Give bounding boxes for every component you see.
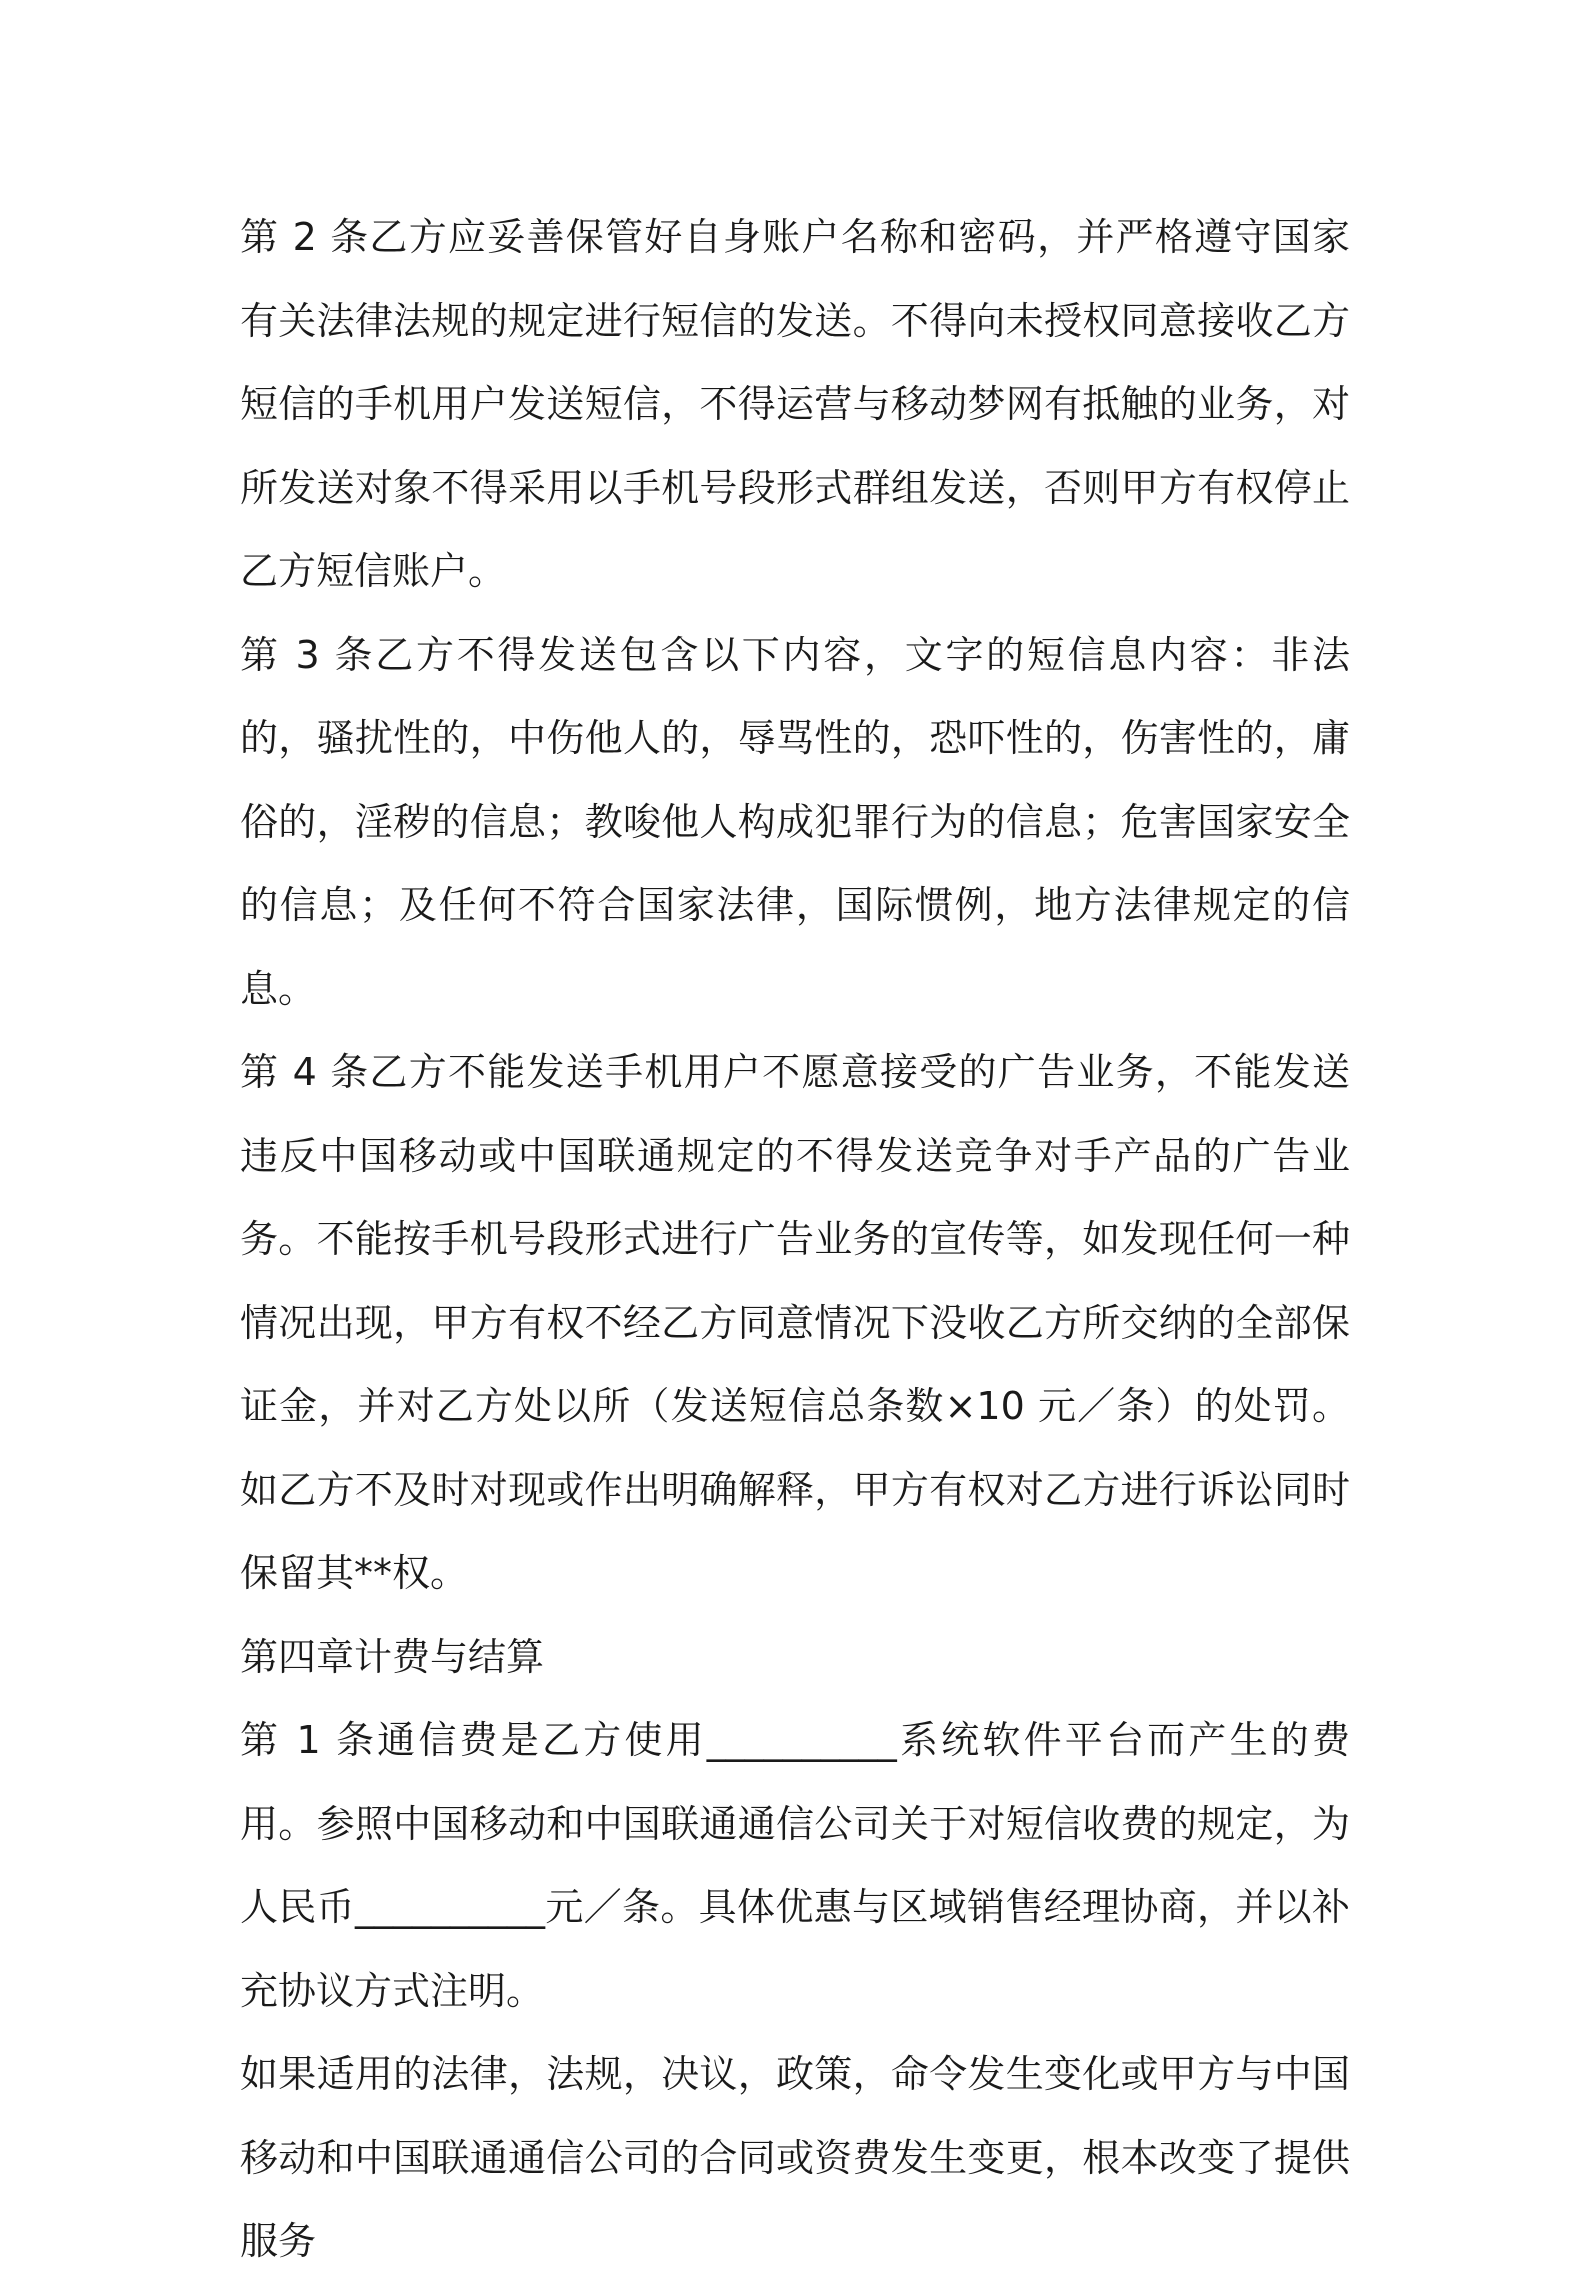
document-body [240,196,1350,2284]
paragraph-article-2: 第 2 条乙方应妥善保管好自身账户名称和密码，并严格遵守国家有关法律法规的规定进行短信的发送。不得向未授权同意接收乙方短信的手机用户发送短信，不得运营与移动梦网有抵触的业务，对所发送对象不得采用以手机号段形式群组发送，否则甲方有权停止乙方短信账户。 [240,215,1350,593]
paragraph-article-3: 第 3 条乙方不得发送包含以下内容，文字的短信息内容：非法的，骚扰性的，中伤他人的，辱骂性的，恐吓性的，伤害性的，庸俗的，淫秽的信息；教唆他人构成犯罪行为的信息；危害国家安全的信息；及任何不符合国家法律，国际惯例，地方法律规定的信息。 [240,632,1350,1011]
paragraph-article-4: 第 4 条乙方不能发送手机用户不愿意接受的广告业务，不能发送违反中国移动或中国联通规定的不得发送竞争对手产品的广告业务。不能按手机号段形式进行广告业务的宣传等，如发现任何一种情况出现，甲方有权不经乙方同意情况下没收乙方所交纳的全部保证金，并对乙方处以所（发送短信总条数×10 元／条）的处罚。如乙方不及时对现或作出明确解释，甲方有权对乙方进行诉讼同时保留其**权。 [240,1050,1350,1595]
paragraph-billing-article-1: 第 1 条通信费是乙方使用__________系统软件平台而产生的费用。参照中国移动和中国联通通信公司关于对短信收费的规定，为人民币__________元／条。具体优惠与区域销售经理协商，并以补充协议方式注明。 [240,1718,1350,2013]
paragraph-law-change: 如果适用的法律，法规，决议，政策，命令发生变化或甲方与中国移动和中国联通通信公司的合同或资费发生变更，根本改变了提供服务 [240,2052,1350,2263]
chapter-heading: 第四章计费与结算 [240,1634,545,1679]
